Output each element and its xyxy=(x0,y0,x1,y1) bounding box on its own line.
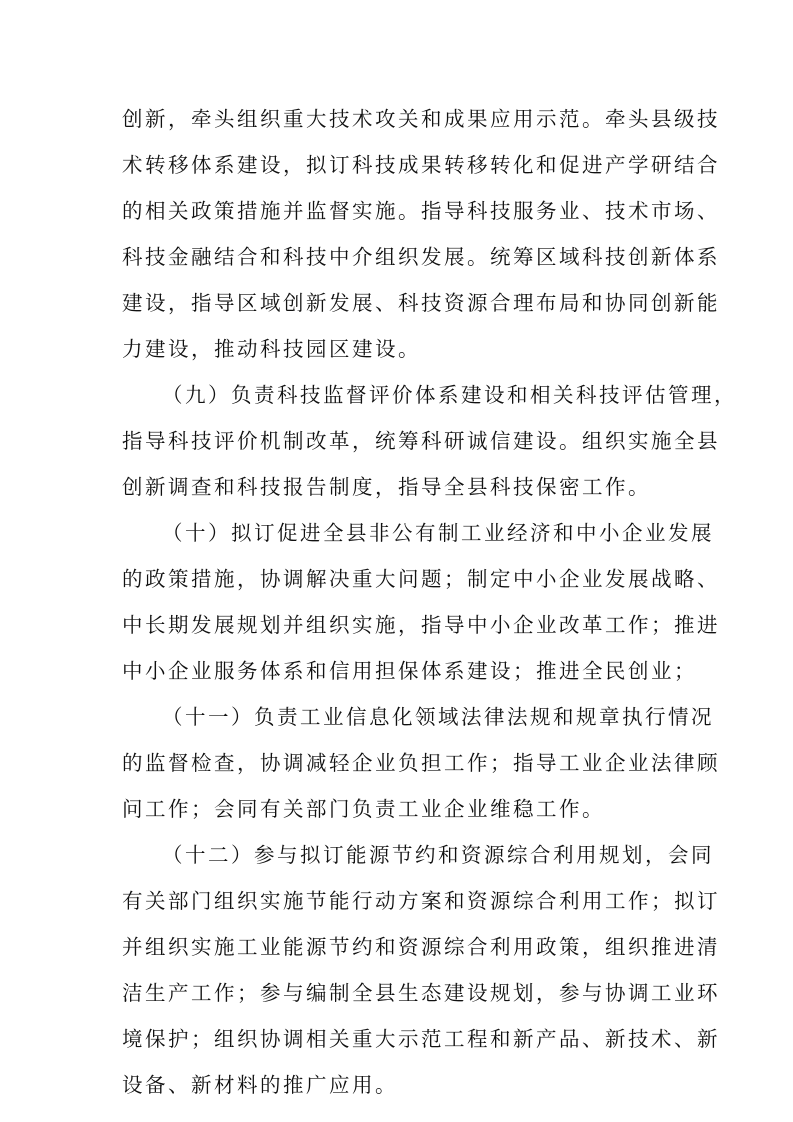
text-line: 的监督检查，协调减轻企业负担工作；指导工业企业法律顾 xyxy=(122,751,720,775)
text-line: 创新调查和科技报告制度，指导全县科技保密工作。 xyxy=(122,475,651,499)
text-line: 的政策措施，协调解决重大问题；制定中小企业发展战略、 xyxy=(122,567,720,591)
text-line: 指导科技评价机制改革，统筹科研诚信建设。组织实施全县 xyxy=(122,429,720,453)
text-line: 建设，指导区域创新发展、科技资源合理布局和协同创新能 xyxy=(122,291,720,315)
text-line: 设备、新材料的推广应用。 xyxy=(122,1073,398,1097)
text-line: 有关部门组织实施节能行动方案和资源综合利用工作；拟订 xyxy=(122,889,720,913)
paragraph-12-first-line: （十二）参与拟订能源节约和资源综合利用规划，会同 xyxy=(162,843,714,867)
text-line: 力建设，推动科技园区建设。 xyxy=(122,337,421,361)
text-line: 中长期发展规划并组织实施，指导中小企业改革工作；推进 xyxy=(122,613,720,637)
paragraph-10-first-line: （十）拟订促进全县非公有制工业经济和中小企业发展 xyxy=(162,521,714,545)
text-line: 的相关政策措施并监督实施。指导科技服务业、技术市场、 xyxy=(122,199,720,223)
text-line: 境保护；组织协调相关重大示范工程和新产品、新技术、新 xyxy=(122,1027,720,1051)
paragraph-9-first-line: （九）负责科技监督评价体系建设和相关科技评估管理， xyxy=(162,383,737,407)
paragraph-11-first-line: （十一）负责工业信息化领域法律法规和规章执行情况 xyxy=(162,705,714,729)
text-line: 术转移体系建设，拟订科技成果转移转化和促进产学研结合 xyxy=(122,153,720,177)
text-line: 中小企业服务体系和信用担保体系建设；推进全民创业； xyxy=(122,659,697,683)
text-line: 科技金融结合和科技中介组织发展。统筹区域科技创新体系 xyxy=(122,245,720,269)
text-line: 并组织实施工业能源节约和资源综合利用政策，组织推进清 xyxy=(122,935,720,959)
text-line: 洁生产工作；参与编制全县生态建设规划，参与协调工业环 xyxy=(122,981,720,1005)
text-line: 创新，牵头组织重大技术攻关和成果应用示范。牵头县级技 xyxy=(122,107,720,131)
document-body xyxy=(122,96,737,1108)
text-line: 问工作；会同有关部门负责工业企业维稳工作。 xyxy=(122,797,605,821)
